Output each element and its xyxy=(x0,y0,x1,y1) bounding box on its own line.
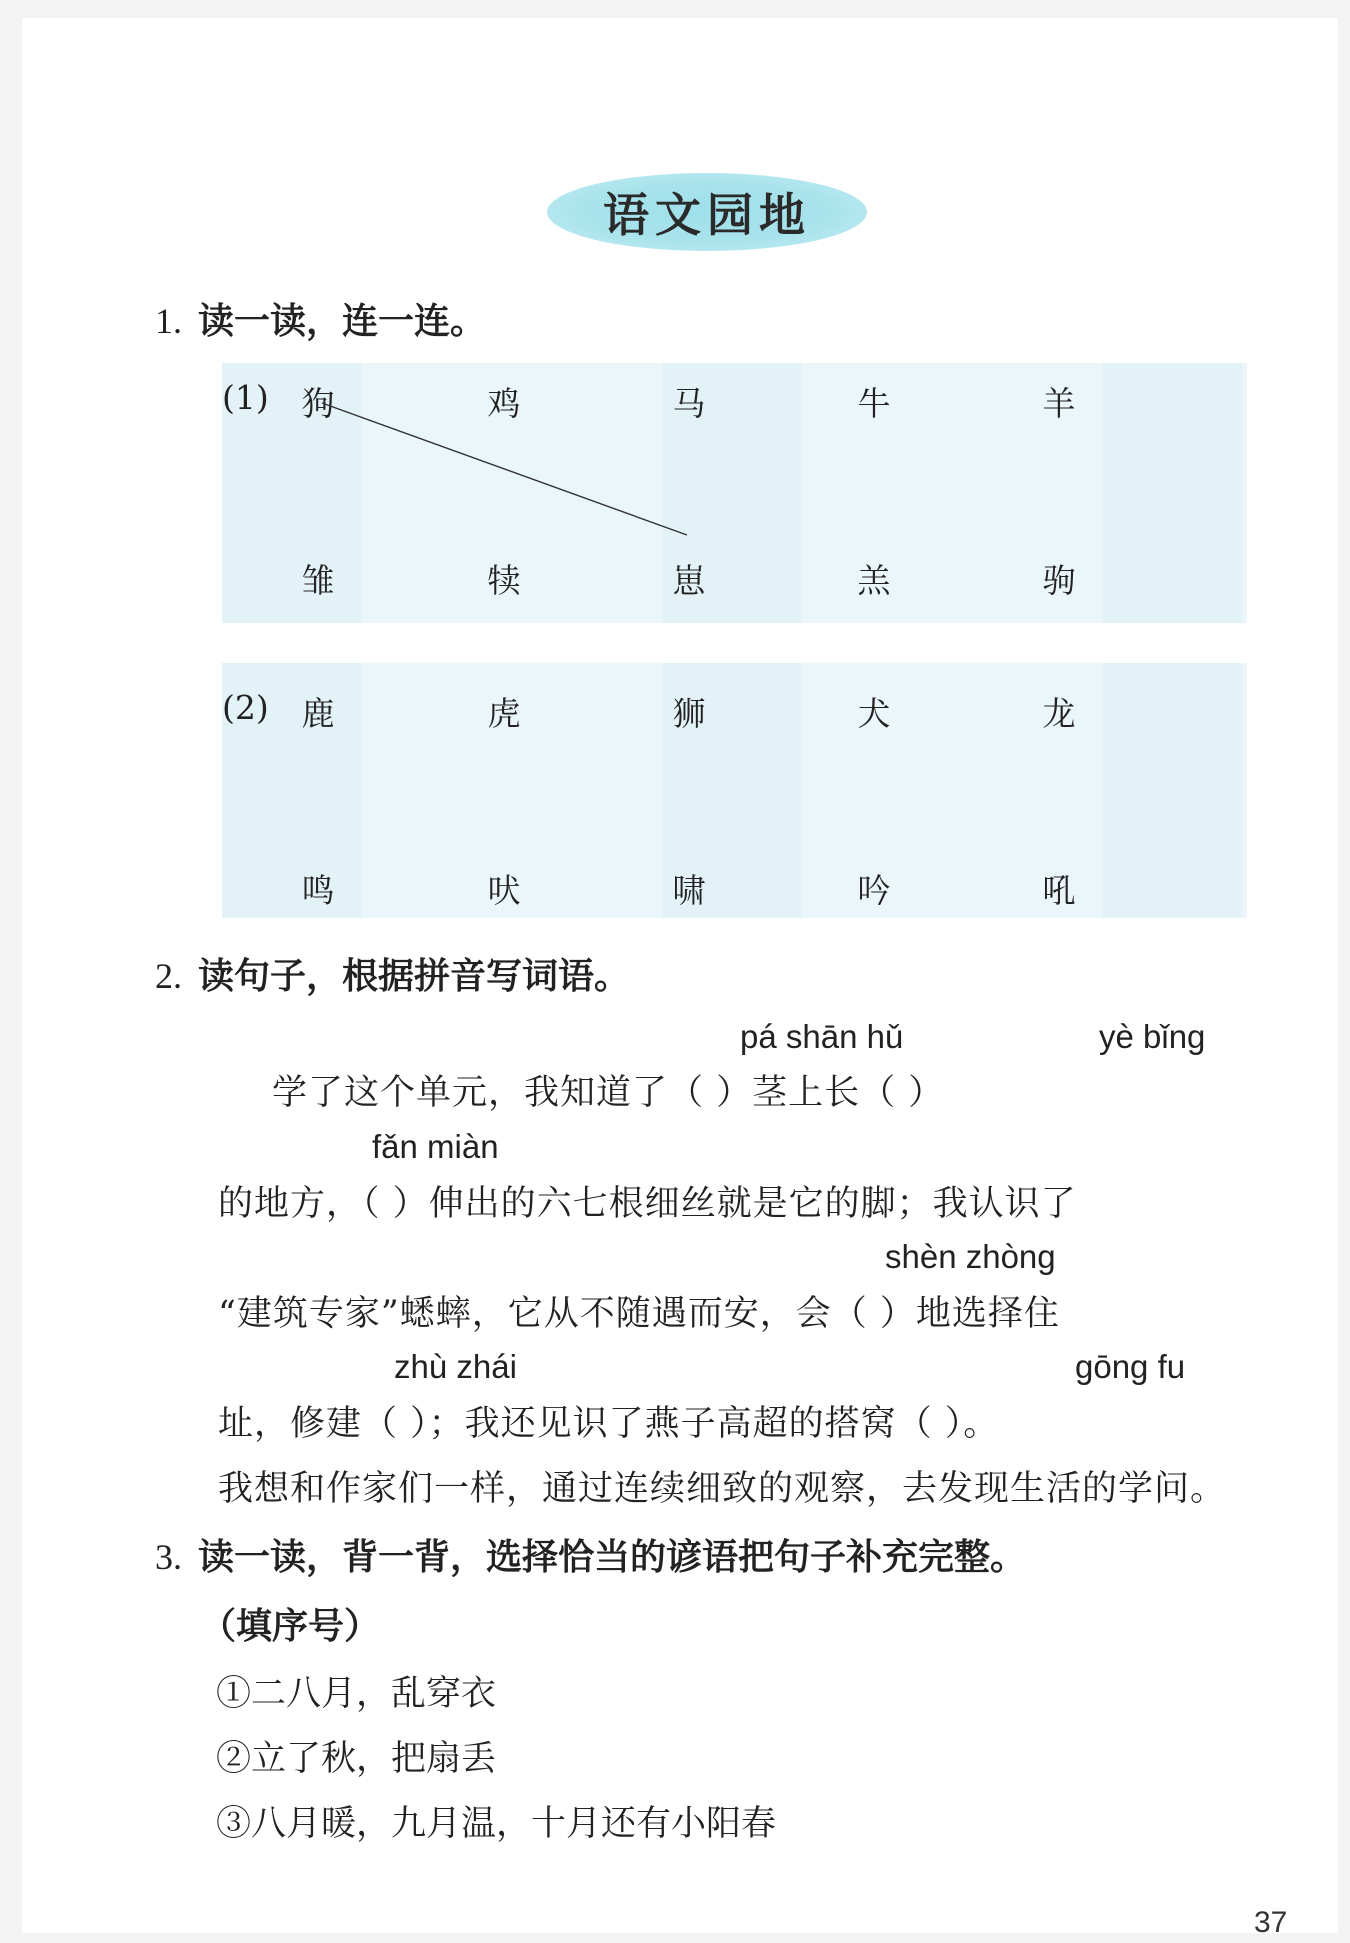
q1-part1-top-5[interactable]: 羊 xyxy=(1042,384,1076,423)
q1-part2-panel xyxy=(222,663,1247,918)
q2-number: 2. xyxy=(155,956,182,996)
q1-part1-bottom-3[interactable]: 崽 xyxy=(672,561,706,600)
q1-part2-bottom-3[interactable]: 啸 xyxy=(672,871,706,910)
q1-part2-bottom-2[interactable]: 吠 xyxy=(487,871,521,910)
q1-part1-bottom-4[interactable]: 羔 xyxy=(857,561,891,600)
q1-part1-bottom-5[interactable]: 驹 xyxy=(1042,561,1076,600)
q3-option-2: ②立了秋，把扇丢 xyxy=(216,1739,497,1779)
q3-sub-instruction: （填序号） xyxy=(200,1605,381,1647)
q1-number: 1. xyxy=(155,301,182,341)
q1-part1-top-1[interactable]: 狗 xyxy=(301,384,335,423)
q1-part2-top-3[interactable]: 狮 xyxy=(672,694,706,733)
q1-part1-top-4[interactable]: 牛 xyxy=(857,384,891,423)
q1-part2-top-2[interactable]: 虎 xyxy=(487,694,521,733)
q2-line-1: 学了这个单元，我知道了（ ）茎上长（ ） xyxy=(272,1073,945,1113)
q2-line-5: 我想和作家们一样，通过连续细致的观察，去发现生活的学问。 xyxy=(218,1469,1227,1509)
q2-heading xyxy=(155,948,630,999)
q1-part1-label: (1) xyxy=(222,378,269,417)
section-title: 语文园地 xyxy=(603,188,811,242)
q2-instruction: 读句子，根据拼音写词语。 xyxy=(198,955,631,997)
q2-line-3: “建筑专家”蟋蟀，它从不随遇而安，会（ ）地选择住 xyxy=(218,1294,1060,1334)
q1-part2-bottom-5[interactable]: 吼 xyxy=(1042,871,1076,910)
q1-part2-bottom-4[interactable]: 吟 xyxy=(857,871,891,910)
q1-part1-top-2[interactable]: 鸡 xyxy=(487,384,521,423)
q1-part2-top-4[interactable]: 犬 xyxy=(857,694,891,733)
pinyin-pashanhu: pá shān hǔ xyxy=(740,1018,904,1055)
q1-instruction: 读一读，连一连。 xyxy=(198,300,487,342)
q3-instruction: 读一读，背一背，选择恰当的谚语把句子补充完整。 xyxy=(198,1536,1027,1578)
pinyin-fanmian: fǎn miàn xyxy=(372,1128,499,1165)
pinyin-shenzhong: shèn zhòng xyxy=(885,1238,1056,1275)
pinyin-yebing: yè bǐng xyxy=(1099,1018,1206,1055)
q3-heading xyxy=(155,1529,1026,1580)
q2-line-4: 址，修建（ ）；我还见识了燕子高超的搭窝（ ）。 xyxy=(218,1404,1000,1444)
pinyin-zhuzhai: zhù zhái xyxy=(394,1348,517,1385)
pinyin-gongfu: gōng fu xyxy=(1075,1348,1186,1385)
q1-example-connector xyxy=(22,18,1338,618)
q1-part1-bottom-1[interactable]: 雏 xyxy=(301,561,335,600)
page-number: 37 xyxy=(1254,1906,1288,1939)
q1-part2-bottom-1[interactable]: 鸣 xyxy=(301,871,335,910)
q2-line-2: 的地方，（ ）伸出的六七根细丝就是它的脚；我认识了 xyxy=(218,1184,1077,1224)
q3-number: 3. xyxy=(155,1537,182,1577)
q1-part1-top-3[interactable]: 马 xyxy=(672,384,706,423)
q3-option-1: ①二八月，乱穿衣 xyxy=(216,1674,497,1714)
textbook-page xyxy=(22,18,1338,1939)
q3-option-3: ③八月暖，九月温，十月还有小阳春 xyxy=(216,1804,777,1844)
q1-part2-top-1[interactable]: 鹿 xyxy=(301,694,335,733)
q1-part2-top-5[interactable]: 龙 xyxy=(1042,694,1076,733)
q1-part2-label: (2) xyxy=(222,688,269,727)
q1-part1-bottom-2[interactable]: 犊 xyxy=(487,561,521,600)
